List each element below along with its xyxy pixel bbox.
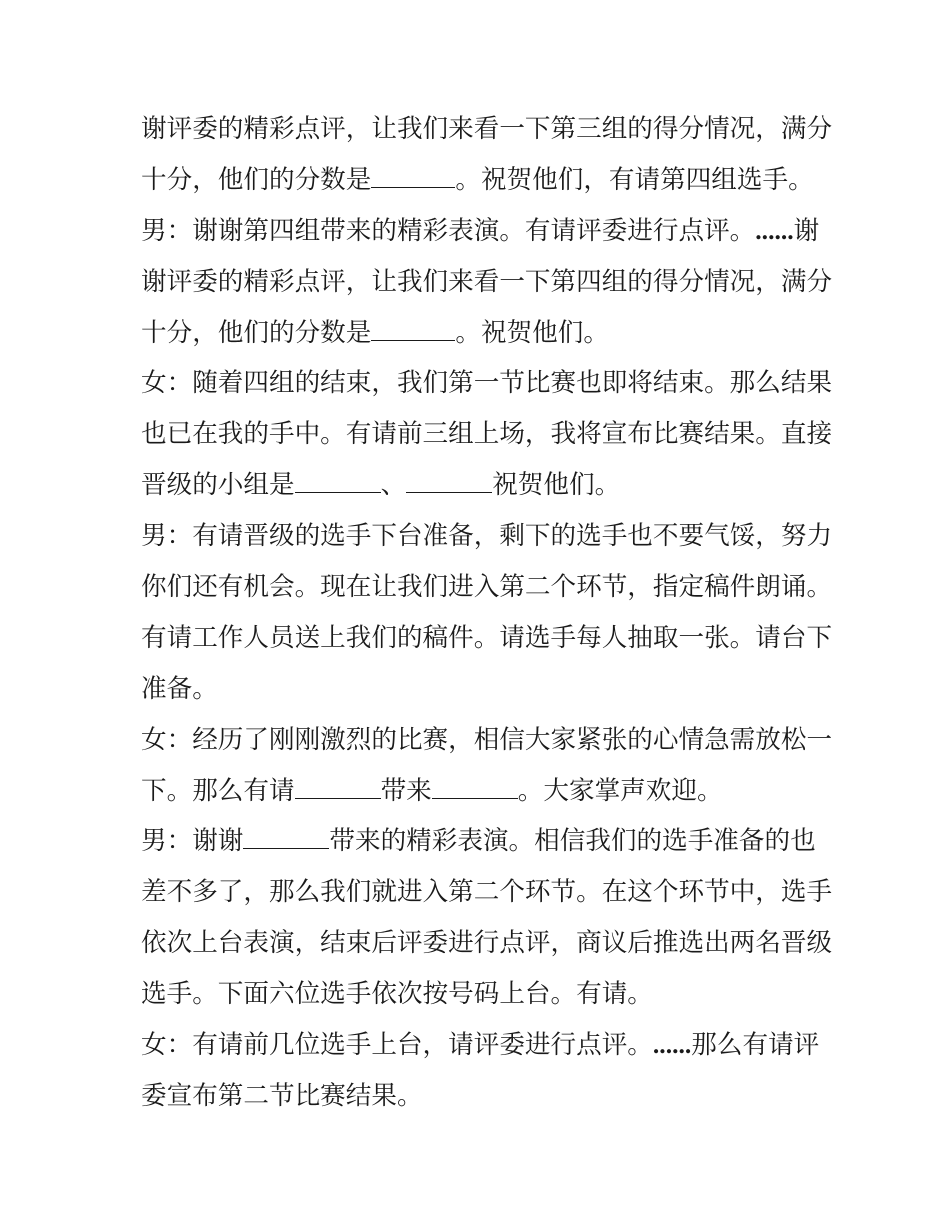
ellipsis: ...... (652, 1030, 692, 1060)
text-segment: 。祝贺他们，有请第四组选手。 (455, 164, 814, 195)
fill-in-blank-score-group-3 (371, 167, 455, 188)
text-segment: 带来 (380, 775, 432, 806)
fill-in-blank-performance (432, 778, 518, 799)
text-segment: 、 (380, 470, 407, 501)
text-line: 也已在我的手中。有请前三组上场，我将宣布比赛结果。直接 (141, 419, 833, 450)
text-segment: 男：谢谢 (141, 826, 244, 857)
script-text-body (141, 104, 833, 1122)
text-segment: 祝贺他们。 (492, 470, 621, 501)
text-line: 谢评委的精彩点评，让我们来看一下第三组的得分情况，满分 (141, 114, 833, 144)
text-line (141, 1020, 820, 1071)
text-line (141, 816, 816, 867)
text-line (141, 206, 820, 257)
text-line: 你们还有机会。现在让我们进入第二个环节，指定稿件朗诵。 (141, 572, 833, 603)
ellipsis: ...... (755, 215, 794, 245)
text-segment: 那么有请评 (691, 1030, 820, 1061)
text-segment: 晋级的小组是 (141, 470, 295, 501)
text-line: 女：经历了刚刚激烈的比赛，相信大家紧张的心情急需放松一 (141, 724, 833, 755)
text-segment: 谢 (793, 215, 820, 246)
text-segment: 。祝贺他们。 (455, 317, 609, 348)
text-segment: 。大家掌声欢迎。 (517, 775, 723, 806)
text-line: 委宣布第二节比赛结果。 (141, 1080, 423, 1111)
text-line (141, 308, 811, 359)
fill-in-blank-advancing-group-2 (406, 472, 492, 493)
text-line: 选手。下面六位选手依次按号码上台。有请。 (141, 979, 653, 1010)
text-segment: 带来的精彩表演。相信我们的选手准备的也 (329, 826, 816, 857)
text-line: 依次上台表演，结束后评委进行点评，商议后推选出两名晋级 (141, 928, 833, 959)
text-line (141, 155, 814, 206)
text-line: 有请工作人员送上我们的稿件。请选手每人抽取一张。请台下 (141, 622, 833, 653)
text-line (141, 460, 811, 511)
text-line (141, 766, 811, 817)
text-segment: 女：有请前几位选手上台，请评委进行点评。 (141, 1030, 653, 1061)
text-line: 准备。 (141, 673, 218, 704)
text-segment: 男：谢谢第四组带来的精彩表演。有请评委进行点评。 (141, 215, 756, 246)
fill-in-blank-score-group-4 (371, 320, 455, 341)
fill-in-blank-performer (295, 778, 381, 799)
fill-in-blank-performer-thanks (243, 828, 329, 849)
text-line: 谢评委的精彩点评，让我们来看一下第四组的得分情况，满分 (141, 266, 833, 297)
text-line: 差不多了，那么我们就进入第二个环节。在这个环节中，选手 (141, 877, 833, 908)
fill-in-blank-advancing-group-1 (295, 472, 381, 493)
text-segment: 十分，他们的分数是 (141, 317, 372, 348)
text-segment: 十分，他们的分数是 (141, 164, 372, 195)
text-line: 男：有请晋级的选手下台准备，剩下的选手也不要气馁，努力 (141, 521, 833, 552)
text-line: 女：随着四组的结束，我们第一节比赛也即将结束。那么结果 (141, 368, 833, 399)
text-segment: 下。那么有请 (141, 775, 295, 806)
